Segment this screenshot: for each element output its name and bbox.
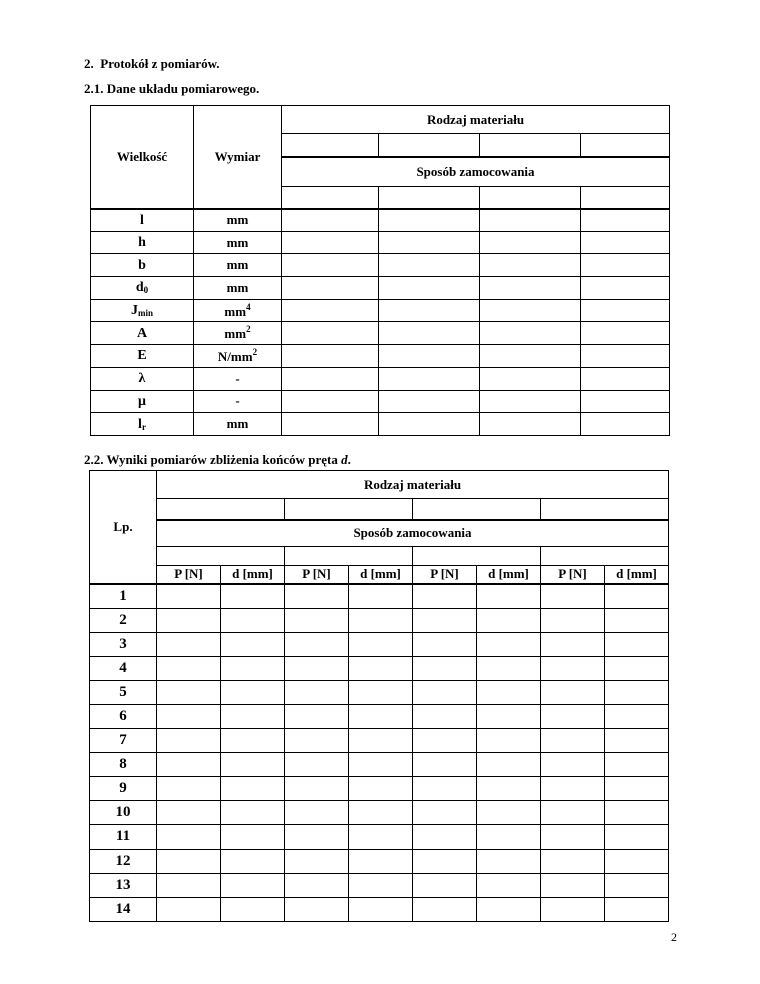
measurement-cell[interactable] bbox=[541, 777, 605, 801]
section-title: Protokół z pomiarów. bbox=[100, 56, 220, 71]
unit-cell bbox=[194, 254, 282, 277]
row-number: 2 bbox=[90, 608, 157, 632]
row-number: 10 bbox=[90, 801, 157, 825]
unit-text: mm bbox=[226, 416, 249, 432]
symbol-text: l bbox=[140, 212, 144, 228]
value-cell[interactable] bbox=[282, 390, 379, 413]
measurement-cell[interactable] bbox=[157, 849, 221, 873]
section-number: 2. bbox=[84, 56, 94, 71]
unit-cell bbox=[194, 367, 282, 390]
header-lp: Lp. bbox=[90, 471, 157, 585]
measurement-cell[interactable] bbox=[605, 608, 669, 632]
symbol-text: b bbox=[138, 257, 146, 273]
unit-superscript: 4 bbox=[246, 301, 251, 312]
measurement-cell[interactable] bbox=[221, 704, 285, 728]
measurement-cell[interactable] bbox=[157, 801, 221, 825]
unit-text: mm bbox=[224, 326, 247, 342]
symbol-text: d bbox=[135, 280, 144, 296]
value-cell[interactable] bbox=[379, 299, 480, 322]
measurement-cell[interactable] bbox=[605, 801, 669, 825]
measurement-cell[interactable] bbox=[285, 680, 349, 704]
material-cell[interactable] bbox=[541, 499, 669, 520]
variable-d: d bbox=[341, 452, 348, 467]
value-cell[interactable] bbox=[379, 209, 480, 232]
measurement-cell[interactable] bbox=[157, 873, 221, 897]
header-mounting-method: Sposób zamocowania bbox=[282, 157, 670, 187]
measurement-cell[interactable] bbox=[349, 897, 413, 921]
measurement-cell[interactable] bbox=[413, 825, 477, 849]
measurement-cell[interactable] bbox=[605, 632, 669, 656]
measurement-cell[interactable] bbox=[349, 801, 413, 825]
measurement-cell[interactable] bbox=[605, 777, 669, 801]
column-header-displacement: d [mm] bbox=[605, 566, 669, 585]
quantity-symbol bbox=[91, 413, 194, 436]
measurement-cell[interactable] bbox=[221, 777, 285, 801]
measurement-cell[interactable] bbox=[605, 584, 669, 608]
symbol-text: E bbox=[137, 348, 147, 364]
section-results-title: 2.2. Wyniki pomiarów zbliżenia końców pręta bbox=[84, 452, 342, 467]
unit-cell bbox=[194, 390, 282, 413]
value-cell[interactable] bbox=[379, 231, 480, 254]
section-results-end: . bbox=[347, 452, 351, 467]
measurement-cell[interactable] bbox=[413, 801, 477, 825]
measurement-cell[interactable] bbox=[349, 753, 413, 777]
measurement-cell[interactable] bbox=[413, 704, 477, 728]
column-header-force: P [N] bbox=[285, 566, 349, 585]
table-row bbox=[90, 704, 669, 728]
quantity-symbol bbox=[91, 231, 194, 254]
table-row bbox=[90, 777, 669, 801]
unit-text: - bbox=[235, 370, 240, 386]
measurement-cell[interactable] bbox=[541, 704, 605, 728]
measurement-cell[interactable] bbox=[605, 849, 669, 873]
measurement-cell[interactable] bbox=[541, 753, 605, 777]
measurement-cell[interactable] bbox=[541, 801, 605, 825]
unit-cell bbox=[194, 277, 282, 300]
value-cell[interactable] bbox=[282, 345, 379, 368]
measurement-cell[interactable] bbox=[477, 801, 541, 825]
table-row bbox=[90, 849, 669, 873]
measurement-cell[interactable] bbox=[349, 849, 413, 873]
value-cell[interactable] bbox=[581, 390, 670, 413]
table-row bbox=[90, 825, 669, 849]
measurement-cell[interactable] bbox=[605, 680, 669, 704]
symbol-subscript: r bbox=[141, 421, 146, 432]
measurement-cell[interactable] bbox=[157, 704, 221, 728]
column-header-displacement: d [mm] bbox=[477, 566, 541, 585]
table-row bbox=[90, 753, 669, 777]
value-cell[interactable] bbox=[581, 413, 670, 436]
row-number: 11 bbox=[90, 825, 157, 849]
symbol-subscript: min bbox=[137, 308, 153, 319]
row-number: 9 bbox=[90, 777, 157, 801]
measurement-cell[interactable] bbox=[157, 753, 221, 777]
table-row bbox=[90, 801, 669, 825]
measurement-cell[interactable] bbox=[477, 897, 541, 921]
measurement-cell[interactable] bbox=[221, 801, 285, 825]
unit-text: mm bbox=[226, 279, 249, 295]
measurement-cell[interactable] bbox=[605, 897, 669, 921]
unit-text: mm bbox=[226, 257, 249, 273]
measurement-cell[interactable] bbox=[349, 608, 413, 632]
unit-cell bbox=[194, 299, 282, 322]
quantity-symbol bbox=[91, 345, 194, 368]
measurement-cell[interactable] bbox=[349, 632, 413, 656]
measurement-cell[interactable] bbox=[349, 873, 413, 897]
table-row bbox=[90, 608, 669, 632]
page-number: 2 bbox=[671, 930, 677, 944]
section-heading-protocol bbox=[84, 56, 220, 72]
quantity-symbol bbox=[91, 367, 194, 390]
unit-text: - bbox=[235, 393, 240, 409]
measurement-cell[interactable] bbox=[285, 729, 349, 753]
header-quantity: Wielkość bbox=[91, 106, 194, 209]
table-row bbox=[91, 322, 670, 345]
section-heading-setup-data: 2.1. Dane układu pomiarowego. bbox=[84, 81, 260, 96]
table-row bbox=[90, 680, 669, 704]
measurement-cell[interactable] bbox=[349, 656, 413, 680]
results-table bbox=[89, 470, 669, 922]
value-cell[interactable] bbox=[480, 322, 581, 345]
quantity-symbol bbox=[91, 209, 194, 232]
measurement-cell[interactable] bbox=[157, 897, 221, 921]
symbol-text: μ bbox=[138, 393, 146, 409]
material-cell[interactable] bbox=[379, 134, 480, 157]
row-number: 3 bbox=[90, 632, 157, 656]
measurement-cell[interactable] bbox=[285, 897, 349, 921]
material-cell[interactable] bbox=[157, 499, 285, 520]
symbol-subscript: 0 bbox=[143, 285, 149, 296]
measurement-cell[interactable] bbox=[541, 897, 605, 921]
measurement-cell[interactable] bbox=[541, 873, 605, 897]
measurement-cell[interactable] bbox=[605, 873, 669, 897]
measurement-cell[interactable] bbox=[157, 632, 221, 656]
table-row bbox=[90, 897, 669, 921]
measurement-cell[interactable] bbox=[541, 584, 605, 608]
measurement-cell[interactable] bbox=[285, 704, 349, 728]
measurement-cell[interactable] bbox=[413, 729, 477, 753]
measurement-cell[interactable] bbox=[221, 849, 285, 873]
table-row bbox=[90, 656, 669, 680]
value-cell[interactable] bbox=[282, 231, 379, 254]
measurement-cell[interactable] bbox=[221, 729, 285, 753]
mounting-cell[interactable] bbox=[541, 547, 669, 566]
unit-text: N/mm bbox=[217, 348, 253, 364]
unit-superscript: 2 bbox=[246, 324, 251, 335]
measurement-cell[interactable] bbox=[477, 704, 541, 728]
row-number: 14 bbox=[90, 897, 157, 921]
measurement-cell[interactable] bbox=[413, 849, 477, 873]
symbol-text: λ bbox=[138, 371, 146, 387]
measurement-cell[interactable] bbox=[541, 825, 605, 849]
measurement-cell[interactable] bbox=[605, 729, 669, 753]
measurement-cell[interactable] bbox=[157, 729, 221, 753]
measurement-cell[interactable] bbox=[413, 753, 477, 777]
measurement-cell[interactable] bbox=[605, 825, 669, 849]
row-number: 5 bbox=[90, 680, 157, 704]
value-cell[interactable] bbox=[581, 254, 670, 277]
table-row bbox=[90, 873, 669, 897]
symbol-text: A bbox=[136, 325, 148, 341]
measurement-cell[interactable] bbox=[349, 729, 413, 753]
unit-text: mm bbox=[226, 212, 249, 228]
measurement-cell[interactable] bbox=[541, 680, 605, 704]
measurement-cell[interactable] bbox=[605, 753, 669, 777]
measurement-cell[interactable] bbox=[349, 777, 413, 801]
row-number: 7 bbox=[90, 729, 157, 753]
measurement-cell[interactable] bbox=[541, 656, 605, 680]
value-cell[interactable] bbox=[581, 299, 670, 322]
measurement-cell[interactable] bbox=[477, 729, 541, 753]
measurement-cell[interactable] bbox=[285, 849, 349, 873]
measurement-cell[interactable] bbox=[413, 777, 477, 801]
value-cell[interactable] bbox=[282, 413, 379, 436]
measurement-cell[interactable] bbox=[541, 608, 605, 632]
table-row bbox=[91, 345, 670, 368]
measurement-cell[interactable] bbox=[285, 584, 349, 608]
unit-cell bbox=[194, 231, 282, 254]
column-header-displacement: d [mm] bbox=[221, 566, 285, 585]
table-row bbox=[91, 254, 670, 277]
value-cell[interactable] bbox=[480, 345, 581, 368]
value-cell[interactable] bbox=[581, 209, 670, 232]
header-mounting-method: Sposób zamocowania bbox=[157, 520, 669, 547]
measurement-cell[interactable] bbox=[477, 873, 541, 897]
row-number: 13 bbox=[90, 873, 157, 897]
unit-cell bbox=[194, 322, 282, 345]
unit-text: mm bbox=[226, 234, 249, 250]
measurement-cell[interactable] bbox=[221, 608, 285, 632]
measurement-cell[interactable] bbox=[605, 704, 669, 728]
measurement-cell[interactable] bbox=[221, 632, 285, 656]
measurement-cell[interactable] bbox=[477, 825, 541, 849]
measurement-cell[interactable] bbox=[349, 825, 413, 849]
quantity-symbol bbox=[91, 299, 194, 322]
value-cell[interactable] bbox=[581, 231, 670, 254]
table-row bbox=[90, 632, 669, 656]
measurement-cell[interactable] bbox=[349, 680, 413, 704]
value-cell[interactable] bbox=[581, 322, 670, 345]
measurement-cell[interactable] bbox=[221, 656, 285, 680]
measurement-cell[interactable] bbox=[413, 656, 477, 680]
value-cell[interactable] bbox=[581, 367, 670, 390]
measurement-cell[interactable] bbox=[285, 825, 349, 849]
column-header-force: P [N] bbox=[413, 566, 477, 585]
measurement-cell[interactable] bbox=[477, 608, 541, 632]
measurement-cell[interactable] bbox=[477, 656, 541, 680]
value-cell[interactable] bbox=[480, 390, 581, 413]
measurement-cell[interactable] bbox=[221, 680, 285, 704]
measurement-cell[interactable] bbox=[157, 825, 221, 849]
quantity-symbol bbox=[91, 254, 194, 277]
measurement-cell[interactable] bbox=[285, 656, 349, 680]
measurement-cell[interactable] bbox=[413, 873, 477, 897]
symbol-text: l bbox=[138, 416, 142, 432]
unit-cell bbox=[194, 209, 282, 232]
value-cell[interactable] bbox=[480, 367, 581, 390]
measurement-cell[interactable] bbox=[285, 801, 349, 825]
measurement-cell[interactable] bbox=[477, 777, 541, 801]
value-cell[interactable] bbox=[379, 254, 480, 277]
row-number: 1 bbox=[90, 584, 157, 608]
material-cell[interactable] bbox=[282, 134, 379, 157]
measurement-cell[interactable] bbox=[157, 584, 221, 608]
value-cell[interactable] bbox=[480, 209, 581, 232]
header-dimension: Wymiar bbox=[194, 106, 282, 209]
mounting-cell[interactable] bbox=[157, 547, 285, 566]
table-row bbox=[91, 299, 670, 322]
value-cell[interactable] bbox=[379, 390, 480, 413]
mounting-cell[interactable] bbox=[285, 547, 413, 566]
table-row bbox=[91, 367, 670, 390]
mounting-cell[interactable] bbox=[581, 187, 670, 209]
table-row bbox=[90, 584, 669, 608]
value-cell[interactable] bbox=[581, 345, 670, 368]
measurement-cell[interactable] bbox=[413, 632, 477, 656]
measurement-cell[interactable] bbox=[541, 849, 605, 873]
section-heading-results bbox=[84, 452, 351, 468]
header-material-type: Rodzaj materiału bbox=[157, 471, 669, 499]
measurement-cell[interactable] bbox=[605, 656, 669, 680]
measurement-cell[interactable] bbox=[541, 729, 605, 753]
measurement-cell[interactable] bbox=[221, 753, 285, 777]
measurement-cell[interactable] bbox=[413, 584, 477, 608]
unit-text: mm bbox=[224, 303, 247, 319]
value-cell[interactable] bbox=[282, 277, 379, 300]
symbol-text: h bbox=[138, 235, 146, 251]
measurement-cell[interactable] bbox=[413, 680, 477, 704]
measurement-cell[interactable] bbox=[157, 777, 221, 801]
mounting-cell[interactable] bbox=[282, 187, 379, 209]
measurement-cell[interactable] bbox=[285, 777, 349, 801]
unit-superscript: 2 bbox=[252, 346, 258, 357]
mounting-cell[interactable] bbox=[413, 547, 541, 566]
measurement-cell[interactable] bbox=[285, 753, 349, 777]
measurement-cell[interactable] bbox=[285, 632, 349, 656]
measurement-cell[interactable] bbox=[349, 704, 413, 728]
value-cell[interactable] bbox=[379, 413, 480, 436]
unit-cell bbox=[194, 413, 282, 436]
value-cell[interactable] bbox=[480, 299, 581, 322]
value-cell[interactable] bbox=[379, 345, 480, 368]
quantity-symbol bbox=[91, 390, 194, 413]
measurement-cell[interactable] bbox=[349, 584, 413, 608]
measurement-cell[interactable] bbox=[221, 825, 285, 849]
row-number: 12 bbox=[90, 849, 157, 873]
column-header-displacement: d [mm] bbox=[349, 566, 413, 585]
table-row bbox=[91, 413, 670, 436]
value-cell[interactable] bbox=[282, 322, 379, 345]
measurement-cell[interactable] bbox=[221, 584, 285, 608]
value-cell[interactable] bbox=[480, 231, 581, 254]
mounting-cell[interactable] bbox=[379, 187, 480, 209]
measurement-cell[interactable] bbox=[477, 753, 541, 777]
value-cell[interactable] bbox=[379, 277, 480, 300]
measurement-cell[interactable] bbox=[285, 873, 349, 897]
value-cell[interactable] bbox=[480, 413, 581, 436]
unit-cell bbox=[194, 345, 282, 368]
measurement-cell[interactable] bbox=[285, 608, 349, 632]
row-number: 8 bbox=[90, 753, 157, 777]
measurement-cell[interactable] bbox=[413, 608, 477, 632]
table-row bbox=[91, 231, 670, 254]
value-cell[interactable] bbox=[282, 209, 379, 232]
column-header-force: P [N] bbox=[157, 566, 221, 585]
setup-data-table bbox=[90, 105, 670, 436]
measurement-cell[interactable] bbox=[477, 632, 541, 656]
measurement-cell[interactable] bbox=[221, 873, 285, 897]
quantity-symbol bbox=[91, 277, 194, 300]
value-cell[interactable] bbox=[379, 367, 480, 390]
material-cell[interactable] bbox=[480, 134, 581, 157]
value-cell[interactable] bbox=[282, 367, 379, 390]
measurement-cell[interactable] bbox=[157, 680, 221, 704]
measurement-cell[interactable] bbox=[157, 608, 221, 632]
value-cell[interactable] bbox=[282, 299, 379, 322]
mounting-cell[interactable] bbox=[480, 187, 581, 209]
value-cell[interactable] bbox=[581, 277, 670, 300]
value-cell[interactable] bbox=[379, 322, 480, 345]
measurement-cell[interactable] bbox=[477, 584, 541, 608]
material-cell[interactable] bbox=[413, 499, 541, 520]
row-number: 6 bbox=[90, 704, 157, 728]
value-cell[interactable] bbox=[480, 254, 581, 277]
value-cell[interactable] bbox=[480, 277, 581, 300]
measurement-cell[interactable] bbox=[157, 656, 221, 680]
row-number: 4 bbox=[90, 656, 157, 680]
table-row bbox=[90, 729, 669, 753]
measurement-cell[interactable] bbox=[221, 897, 285, 921]
table-row bbox=[91, 209, 670, 232]
table-row bbox=[91, 277, 670, 300]
table-row bbox=[91, 390, 670, 413]
value-cell[interactable] bbox=[282, 254, 379, 277]
measurement-cell[interactable] bbox=[541, 632, 605, 656]
material-cell[interactable] bbox=[285, 499, 413, 520]
measurement-cell[interactable] bbox=[477, 849, 541, 873]
material-cell[interactable] bbox=[581, 134, 670, 157]
measurement-cell[interactable] bbox=[413, 897, 477, 921]
symbol-text: J bbox=[130, 303, 138, 319]
quantity-symbol bbox=[91, 322, 194, 345]
column-header-force: P [N] bbox=[541, 566, 605, 585]
header-material-type: Rodzaj materiału bbox=[282, 106, 670, 134]
measurement-cell[interactable] bbox=[477, 680, 541, 704]
